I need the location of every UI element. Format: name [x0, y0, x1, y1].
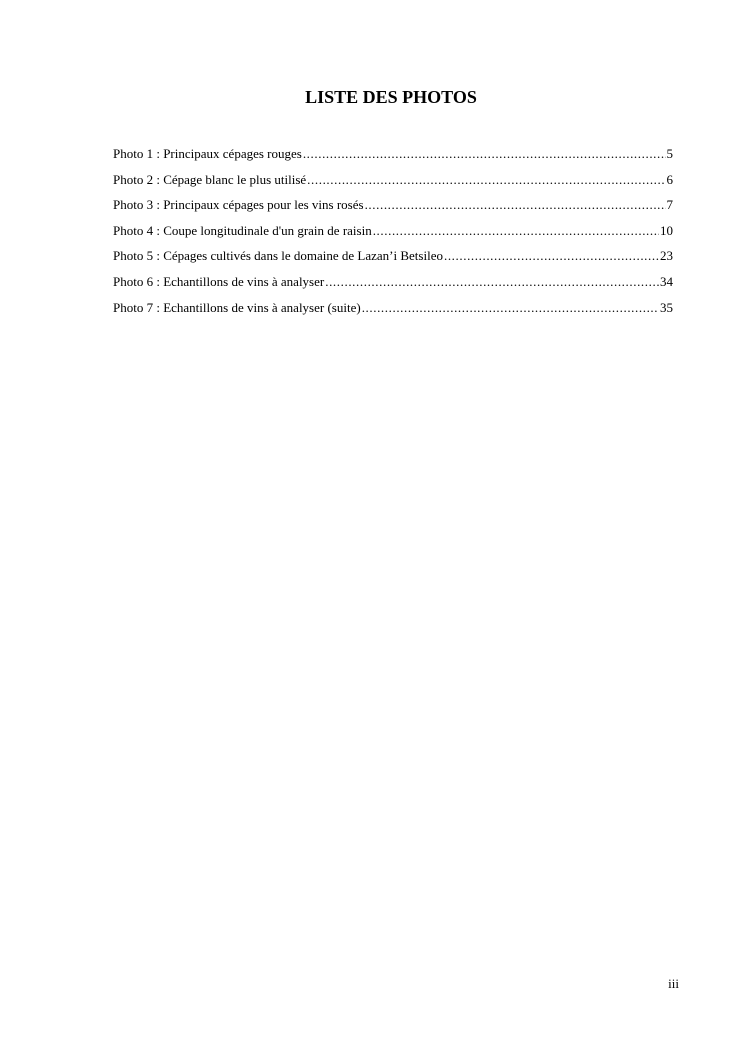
toc-entry-photo-5[interactable]: [113, 247, 673, 273]
toc-entry-page: 23: [660, 248, 673, 264]
toc-entry-page: 10: [660, 222, 673, 238]
dot-leader: [362, 299, 659, 317]
toc-entry-photo-4[interactable]: [113, 222, 673, 248]
toc-entry-label: Photo 2 : Cépage blanc le plus utilisé: [113, 171, 307, 187]
toc-entry-label: Photo 3 : Principaux cépages pour les vins rosés: [113, 197, 364, 213]
toc-entry-page: 6: [666, 171, 673, 187]
toc-entry-photo-6[interactable]: [113, 273, 673, 299]
dot-leader: [444, 247, 659, 265]
toc-entry-page: 34: [660, 273, 673, 289]
toc-entry-page: 5: [666, 146, 673, 161]
page-number: iii: [668, 976, 679, 991]
dot-leader: [303, 145, 666, 163]
toc-entry-photo-7[interactable]: [113, 299, 673, 325]
toc-entry-label: Photo 6 : Echantillons de vins à analyser: [113, 273, 325, 289]
dot-leader: [325, 273, 659, 291]
toc-entry-label: Photo 7 : Echantillons de vins à analyser (suite): [113, 299, 361, 315]
toc-entry-photo-3[interactable]: [113, 196, 673, 222]
toc-entry-label: Photo 4 : Coupe longitudinale d'un grain de raisin: [113, 222, 372, 238]
toc-entry-page: 7: [666, 197, 673, 213]
toc-entry-photo-1[interactable]: [113, 145, 673, 171]
dot-leader: [365, 196, 666, 214]
dot-leader: [307, 171, 665, 189]
table-of-photos: [113, 145, 673, 324]
toc-entry-label: Photo 5 : Cépages cultivés dans le domaine de Lazan’i Betsileo: [113, 248, 443, 264]
toc-entry-page: 35: [660, 299, 673, 315]
page-title: LISTE DES PHOTOS: [305, 87, 477, 107]
dot-leader: [373, 222, 659, 240]
toc-entry-label: Photo 1 : Principaux cépages rouges: [113, 146, 302, 161]
toc-entry-photo-2[interactable]: [113, 171, 673, 197]
